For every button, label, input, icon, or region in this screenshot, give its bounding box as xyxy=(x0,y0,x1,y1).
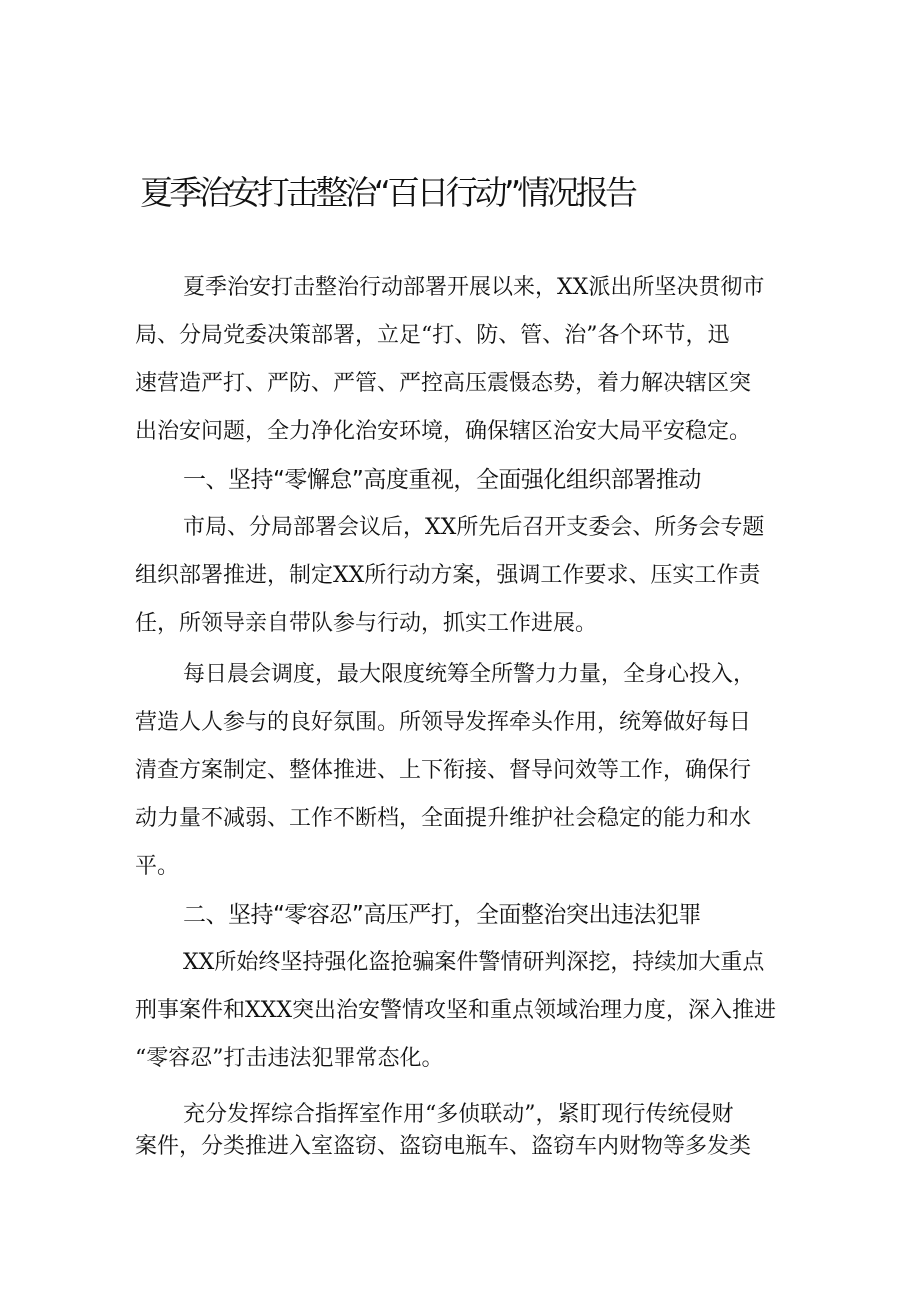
intro-line-4: 出治安问题，全力净化治安环境，确保辖区治安大局平安稳定。 xyxy=(135,419,752,444)
section-2-heading: 二、坚持“零容忍”高压严打，全面整治突出违法犯罪 xyxy=(183,902,701,928)
section-1-para-2-line-2: 营造人人参与的良好氛围。所领导发挥牵头作用，统筹做好每日 xyxy=(135,710,752,735)
section-1-para-2-line-1: 每日晨会调度，最大限度统筹全所警力力量，全身心投入， xyxy=(183,662,756,687)
section-2-para-2-line-1: 充分发挥综合指挥室作用“多侦联动”，紧盯现行传统侵财 xyxy=(183,1102,734,1127)
intro-line-2: 局、分局党委决策部署，立足“打、防、管、治”各个环节，迅 xyxy=(135,323,730,348)
section-2-para-2-line-2: 案件，分类推进入室盗窃、盗窃电瓶车、盗窃车内财物等多发类 xyxy=(135,1134,752,1159)
section-1-para-1-line-3: 任，所领导亲自带队参与行动，抓实工作进展。 xyxy=(135,611,598,636)
section-1-para-2-line-3: 清查方案制定、整体推进、上下衔接、督导问效等工作，确保行 xyxy=(135,758,752,783)
document-title: 夏季治安打击整治“百日行动”情况报告 xyxy=(140,173,635,212)
section-1-para-1-line-1: 市局、分局部署会议后，XX所先后召开支委会、所务会专题 xyxy=(183,515,765,540)
section-1-para-2-line-5: 平。 xyxy=(135,854,180,879)
section-1-heading: 一、坚持“零懈怠”高度重视，全面强化组织部署推动 xyxy=(183,467,701,493)
intro-line-3: 速营造严打、严防、严管、严控高压震慑态势，着力解决辖区突 xyxy=(135,371,752,396)
section-2-para-1-line-2: 刑事案件和XXX突出治安警情攻坚和重点领域治理力度，深入推进 xyxy=(135,998,776,1023)
section-2-para-1-line-3: “零容忍”打击违法犯罪常态化。 xyxy=(135,1046,444,1071)
section-1-para-1-line-2: 组织部署推进，制定XX所行动方案，强调工作要求、压实工作责 xyxy=(135,563,761,588)
section-1-para-2-line-4: 动力量不减弱、工作不断档，全面提升维护社会稳定的能力和水 xyxy=(135,806,752,831)
section-2-para-1-line-1: XX所始终坚持强化盗抢骗案件警情研判深挖，持续加大重点 xyxy=(183,950,765,975)
intro-line-1: 夏季治安打击整治行动部署开展以来，XX派出所坚决贯彻市 xyxy=(183,275,765,300)
